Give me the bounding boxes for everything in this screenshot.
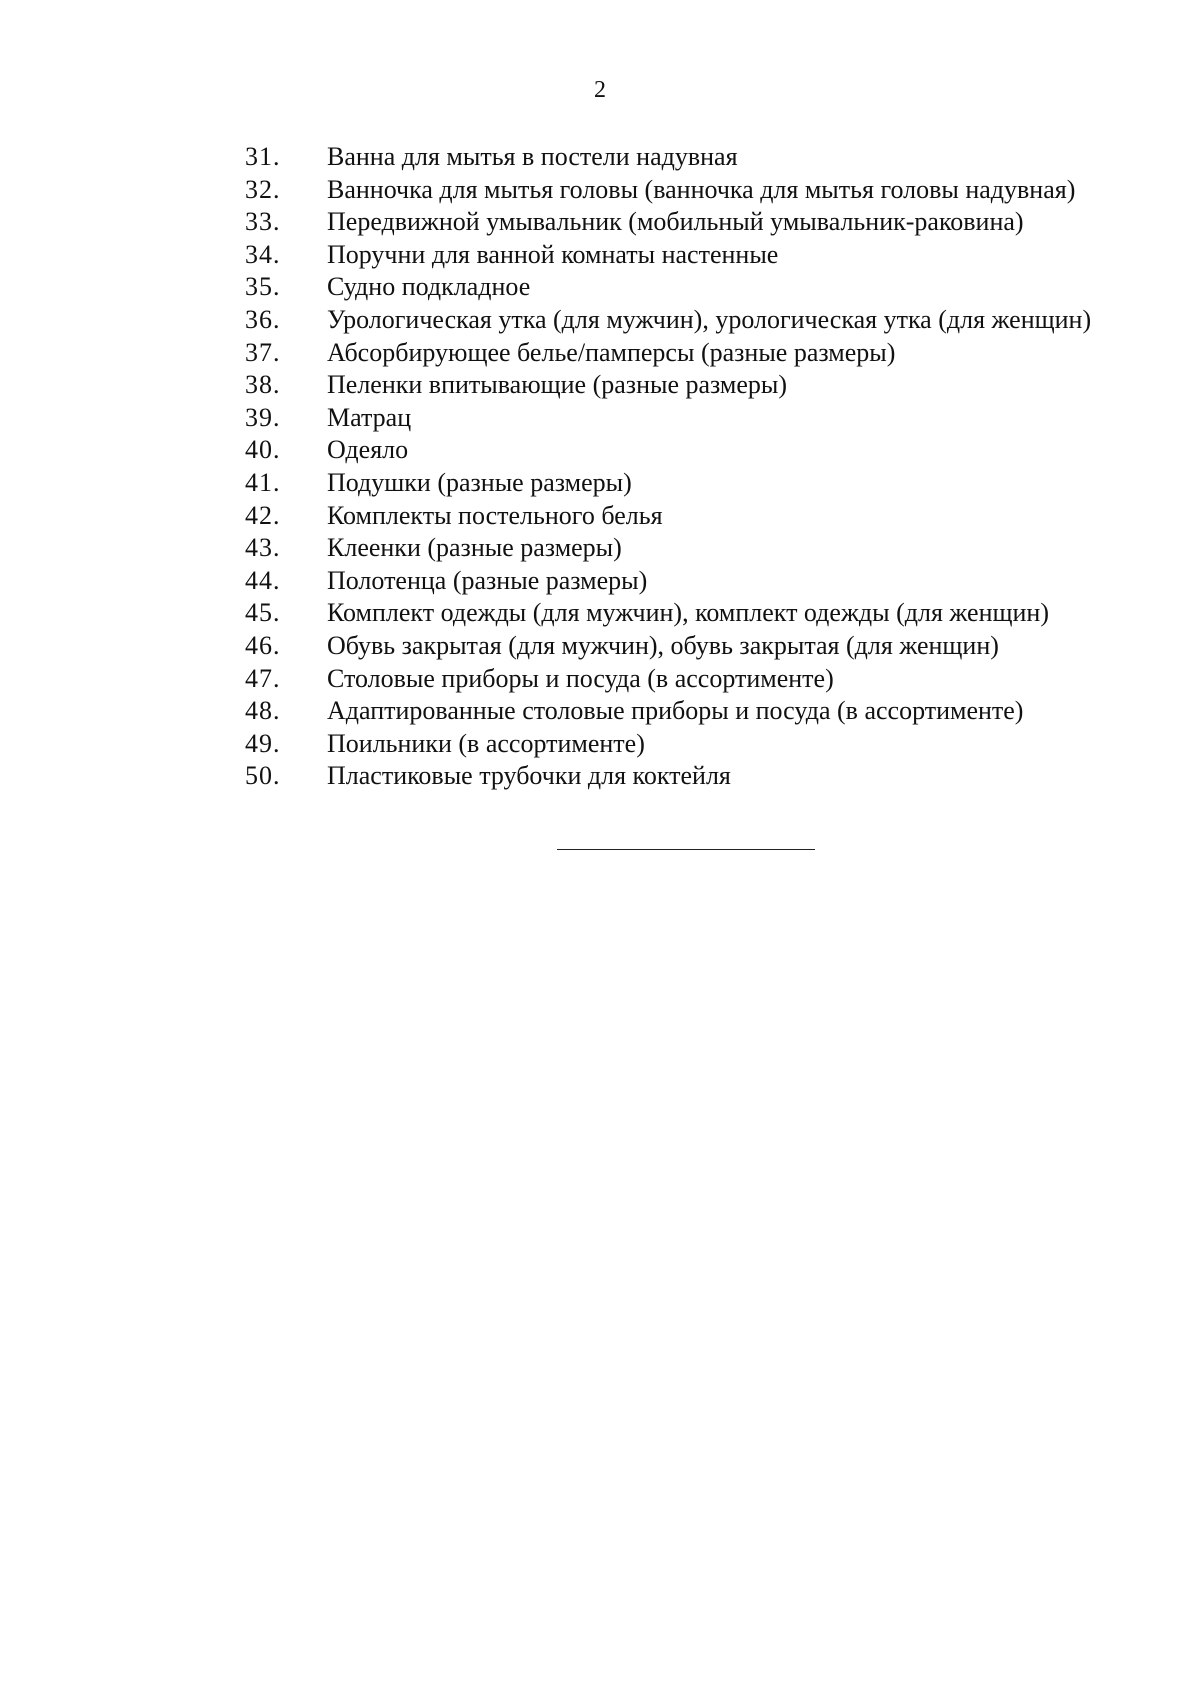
item-text: Адаптированные столовые приборы и посуда (в ассортименте)	[327, 696, 1024, 726]
item-number: 31.	[245, 142, 281, 171]
item-number: 50.	[245, 761, 281, 791]
list-item	[0, 467, 1157, 500]
item-number: 45.	[245, 598, 281, 628]
list-item	[0, 304, 1157, 337]
item-text: Судно подкладное	[327, 272, 531, 302]
end-divider	[557, 849, 815, 850]
item-text: Матрац	[327, 402, 412, 432]
item-number: 40.	[245, 435, 281, 465]
item-number: 38.	[245, 370, 281, 400]
item-number: 33.	[245, 207, 281, 237]
page-number: 2	[594, 77, 606, 103]
item-text: Полотенца (разные размеры)	[327, 565, 648, 595]
item-text: Поильники (в ассортименте)	[327, 728, 645, 758]
list-item	[0, 369, 1157, 402]
item-number: 43.	[245, 533, 281, 563]
item-number: 49.	[245, 728, 281, 758]
list-item	[0, 271, 1157, 304]
item-text: Передвижной умывальник (мобильный умывальник-раковина)	[327, 207, 1024, 237]
list-item	[0, 500, 1157, 533]
item-number: 47.	[245, 663, 281, 693]
item-text: Подушки (разные размеры)	[327, 467, 632, 497]
item-text: Пластиковые трубочки для коктейля	[327, 761, 731, 791]
list-item	[0, 174, 1157, 207]
list-item	[0, 760, 1157, 793]
item-text: Обувь закрытая (для мужчин), обувь закрытая (для женщин)	[327, 630, 999, 660]
item-number: 37.	[245, 337, 281, 367]
list-item	[0, 141, 1157, 174]
item-text: Столовые приборы и посуда (в ассортименте)	[327, 663, 834, 693]
list-item	[0, 434, 1157, 467]
list-item	[0, 239, 1157, 272]
list-item	[0, 728, 1157, 761]
list-item	[0, 630, 1157, 663]
item-text: Одеяло	[327, 435, 409, 465]
item-text: Урологическая утка (для мужчин), урологическая утка (для женщин)	[327, 304, 1092, 334]
item-number: 48.	[245, 696, 281, 726]
item-number: 44.	[245, 565, 281, 595]
list-item	[0, 532, 1157, 565]
item-text: Комплект одежды (для мужчин), комплект одежды (для женщин)	[327, 598, 1050, 628]
item-number: 36.	[245, 304, 281, 334]
item-text: Комплекты постельного белья	[327, 500, 663, 530]
item-number: 39.	[245, 402, 281, 432]
list-item	[0, 695, 1157, 728]
item-list	[0, 141, 1200, 793]
item-number: 46.	[245, 630, 281, 660]
list-item	[0, 206, 1157, 239]
item-number: 34.	[245, 239, 281, 269]
item-number: 42.	[245, 500, 281, 530]
list-item	[0, 402, 1157, 435]
list-item	[0, 337, 1157, 370]
item-number: 41.	[245, 467, 281, 497]
list-item	[0, 663, 1157, 696]
item-text: Абсорбирующее белье/памперсы (разные размеры)	[327, 337, 896, 367]
item-text: Ванночка для мытья головы (ванночка для мытья головы надувная)	[327, 174, 1076, 204]
item-text: Клеенки (разные размеры)	[327, 533, 622, 563]
item-text: Поручни для ванной комнаты настенные	[327, 239, 779, 269]
list-item	[0, 565, 1157, 598]
item-text: Ванна для мытья в постели надувная	[327, 142, 738, 171]
item-text: Пеленки впитывающие (разные размеры)	[327, 370, 788, 400]
list-item	[0, 597, 1157, 630]
item-number: 35.	[245, 272, 281, 302]
item-number: 32.	[245, 174, 281, 204]
